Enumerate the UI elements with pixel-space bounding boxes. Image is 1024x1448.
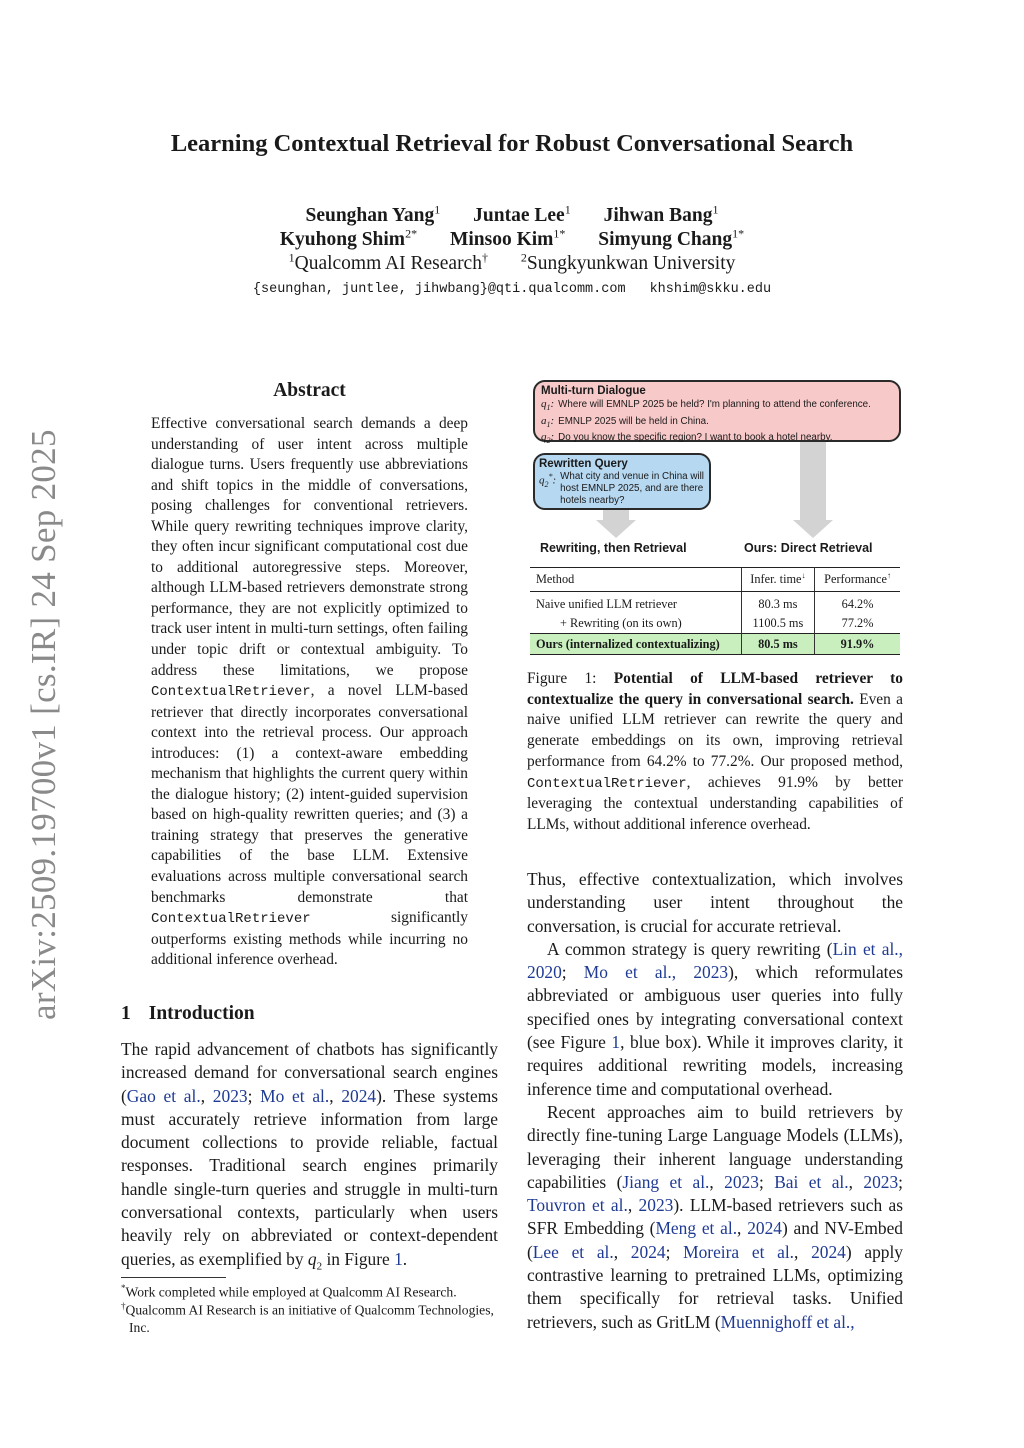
citation-link[interactable]: Muennighoff et al., — [720, 1311, 855, 1332]
method-name: ContextualRetriever — [151, 911, 311, 928]
method-name: ContextualRetriever — [151, 684, 311, 701]
author: Jihwan Bang$^1$ — [603, 202, 719, 226]
abstract-body: Effective conversational search demands a deep understanding of user intent across multiple dialogue turns. Users frequently use abbreviations and shift topics in the middle of conversations, posing challenges for conventional retrievers. While query rewriting techniques improve clarity, they often incur significant computational cost due to additional autoregressive steps. Moreover, although LLM-based retrievers demonstrate strong performance, they are not explicitly optimized to track user intent in multi-turn settings, often failing under topic drift or contextual ambiguity. To address these limitations, we propose ContextualRetriever, a novel LLM-based retriever that directly incorporates conversational context into the retrieval process. Our approach introduces: (1) a context-aware embedding mechanism that highlights the current query within the dialogue history; (2) intent-guided supervision based on high-quality rewritten queries; and (3) a training strategy that preserves the generative capabilities of the base LLM. Extensive evaluations across multiple conversational search benchmarks demonstrate that ContextualRetriever significantly outperforms existing methods while incurring no additional inference overhead. — [151, 415, 468, 969]
authors-row-1 — [0, 202, 1024, 227]
citation-link[interactable]: 2023 — [638, 1195, 674, 1216]
author: Kyuhong Shim$^{2*}$ — [279, 226, 418, 250]
citation-link[interactable]: Mo et al. — [260, 1085, 330, 1106]
table-row: + Rewriting (on its own) 1100.5 ms 77.2% — [530, 614, 900, 634]
dialogue-line: $q_1$: Where will EMNLP 2025 be held? I'm planning to attend the conference. — [541, 398, 871, 413]
citation-link[interactable]: Mo et al., — [583, 962, 677, 983]
rewritten-query-title: Rewritten Query — [539, 458, 628, 470]
section-heading-introduction: 1 Introduction — [121, 1003, 255, 1024]
arrow-down-left-head — [596, 520, 636, 538]
introduction-body: The rapid advancement of chatbots has significantly increased demand for conversational search engines (Gao et al., 2023; Mo et al., 2024). These systems must accurately retrieve information from large document collections to provide reliable, factual responses. Traditional search engines primarily handle single-turn queries and struggle in multi-turn conversational contexts, particularly when users heavily rely on abbreviated or context-dependent queries, as exemplified by $q_2$ in Figure 1. — [121, 1039, 499, 1273]
abstract-heading: Abstract — [273, 380, 346, 401]
citation-link[interactable]: 2023 — [212, 1085, 248, 1106]
header-method: Method — [530, 568, 741, 592]
author: Seunghan Yang$^1$ — [305, 202, 441, 226]
citation-link[interactable]: Bai et al. — [774, 1171, 849, 1192]
dialogue-line: $q_2$: Do you know the specific region? I want to book a hotel nearby. — [541, 431, 833, 446]
label-rewriting-then-retrieval: Rewriting, then Retrieval — [540, 541, 687, 555]
label-direct-retrieval: Ours: Direct Retrieval — [744, 541, 873, 555]
citation-link[interactable]: Jiang et al. — [622, 1171, 710, 1192]
citation-link[interactable]: Gao et al. — [126, 1085, 201, 1106]
authors-row-2 — [0, 226, 1024, 251]
paragraph: Recent approaches aim to build retrievers by directly fine-tuning Large Language Models (LLMs), leveraging their inherent language understanding capabilities (Jiang et al., 2023; Bai et al., 2023; Touvron et al., 2023). LLM-based retrievers such as SFR Embedding (Meng et al., 2024) and NV-Embed (Lee et al., 2024; Moreira et al., 2024) apply contrastive learning to pretrained LLMs, optimizing them specifically for retrieval tasks. Unified retrievers, such as GritLM (Muennighoff et al., — [527, 1101, 903, 1332]
affiliations — [0, 250, 1024, 275]
citation-link[interactable]: Lin et al., — [832, 938, 903, 959]
citation-link[interactable]: Lee et al. — [532, 1241, 614, 1262]
email: khshim@skku.edu — [649, 282, 772, 297]
citation-link[interactable]: Moreira et al. — [683, 1241, 795, 1262]
author-emails — [0, 282, 1024, 297]
footnote: *Work completed while employed at Qualcomm AI Research. — [121, 1283, 457, 1300]
multi-turn-dialogue-box — [533, 380, 901, 446]
arxiv-identifier: arXiv:2509.19700v1 [cs.IR] 24 Sep 2025 — [24, 429, 63, 1020]
results-table — [530, 567, 900, 655]
citation-link[interactable]: 2024 — [630, 1241, 666, 1262]
right-column-body — [527, 868, 903, 1334]
paragraph: Thus, effective contextualization, which involves understanding user intent throughout the conversation, is crucial for accurate retrieval. — [527, 869, 903, 936]
citation-link[interactable]: 2020 — [527, 962, 562, 983]
citation-link[interactable]: 2023 — [693, 962, 729, 983]
method-name: ContextualRetriever — [527, 775, 687, 792]
paragraph: A common strategy is query rewriting (Lin et al., 2020; Mo et al., 2023), which reformulates abbreviated or ambiguous user queries into fully specified ones by integrating conversational context (see Figure 1, blue box). While it improves clarity, it requires additional rewriting models, increasing inference time and computational overhead. — [527, 938, 903, 1099]
rewritten-query-line: $q_2^*$: What city and venue in China will host EMNLP 2025, and are there hotels nearby? — [539, 471, 704, 506]
arrow-down-right-head — [793, 520, 833, 538]
table-header-row — [530, 568, 900, 592]
figure-ref-link[interactable]: 1 — [394, 1248, 403, 1269]
author: Simyung Chang$^{1*}$ — [598, 226, 745, 250]
paper-title: Learning Contextual Retrieval for Robust Conversational Search — [170, 130, 854, 157]
footnote: †Qualcomm AI Research is an initiative of Qualcomm Technologies, Inc. — [121, 1301, 494, 1336]
figure-caption: Figure 1: Potential of LLM-based retriever to contextualize the query in conversational search. Even a naive unified LLM retriever can rewrite the query and generate embeddings on its own, improving retrieval performance from 64.2% to 77.2%. Our proposed method, ContextualRetriever, achieves 91.9% by better leveraging the contextual understanding capabilities of LLMs, without additional inference overhead. — [527, 670, 903, 833]
citation-link[interactable]: 2024 — [341, 1085, 377, 1106]
table-row-ours: Ours (internalized contextualizing) 80.5 ms 91.9% — [530, 634, 900, 655]
dialogue-line: $a_1$: EMNLP 2025 will be held in China. — [541, 414, 709, 429]
citation-link[interactable]: 2024 — [811, 1241, 846, 1262]
dialogue-title: Multi-turn Dialogue — [541, 385, 646, 397]
citation-link[interactable]: 2023 — [724, 1171, 759, 1192]
citation-link[interactable]: Touvron et al. — [527, 1195, 628, 1216]
author: Minsoo Kim$^{1*}$ — [449, 226, 566, 250]
citation-link[interactable]: 2023 — [863, 1171, 899, 1192]
email: {seunghan, juntlee, jihwbang}@qti.qualcomm.com — [252, 282, 626, 297]
header-infer-time: Infer. time↓ — [741, 568, 814, 592]
header-performance: Performance↑ — [815, 568, 900, 592]
citation-link[interactable]: Meng et al. — [655, 1218, 738, 1239]
affiliation: $^2$Sungkyunkwan University — [520, 250, 736, 274]
author: Juntae Lee$^1$ — [473, 202, 571, 226]
affiliation: $^1$Qualcomm AI Research† — [288, 250, 488, 274]
rewritten-query-box — [533, 453, 711, 510]
footnote-divider — [121, 1277, 226, 1278]
figure-ref-link[interactable]: 1 — [611, 1032, 621, 1053]
arrow-down-right — [800, 442, 826, 521]
citation-link[interactable]: 2024 — [747, 1218, 782, 1239]
table-row: Naive unified LLM retriever 80.3 ms 64.2% — [530, 592, 900, 615]
